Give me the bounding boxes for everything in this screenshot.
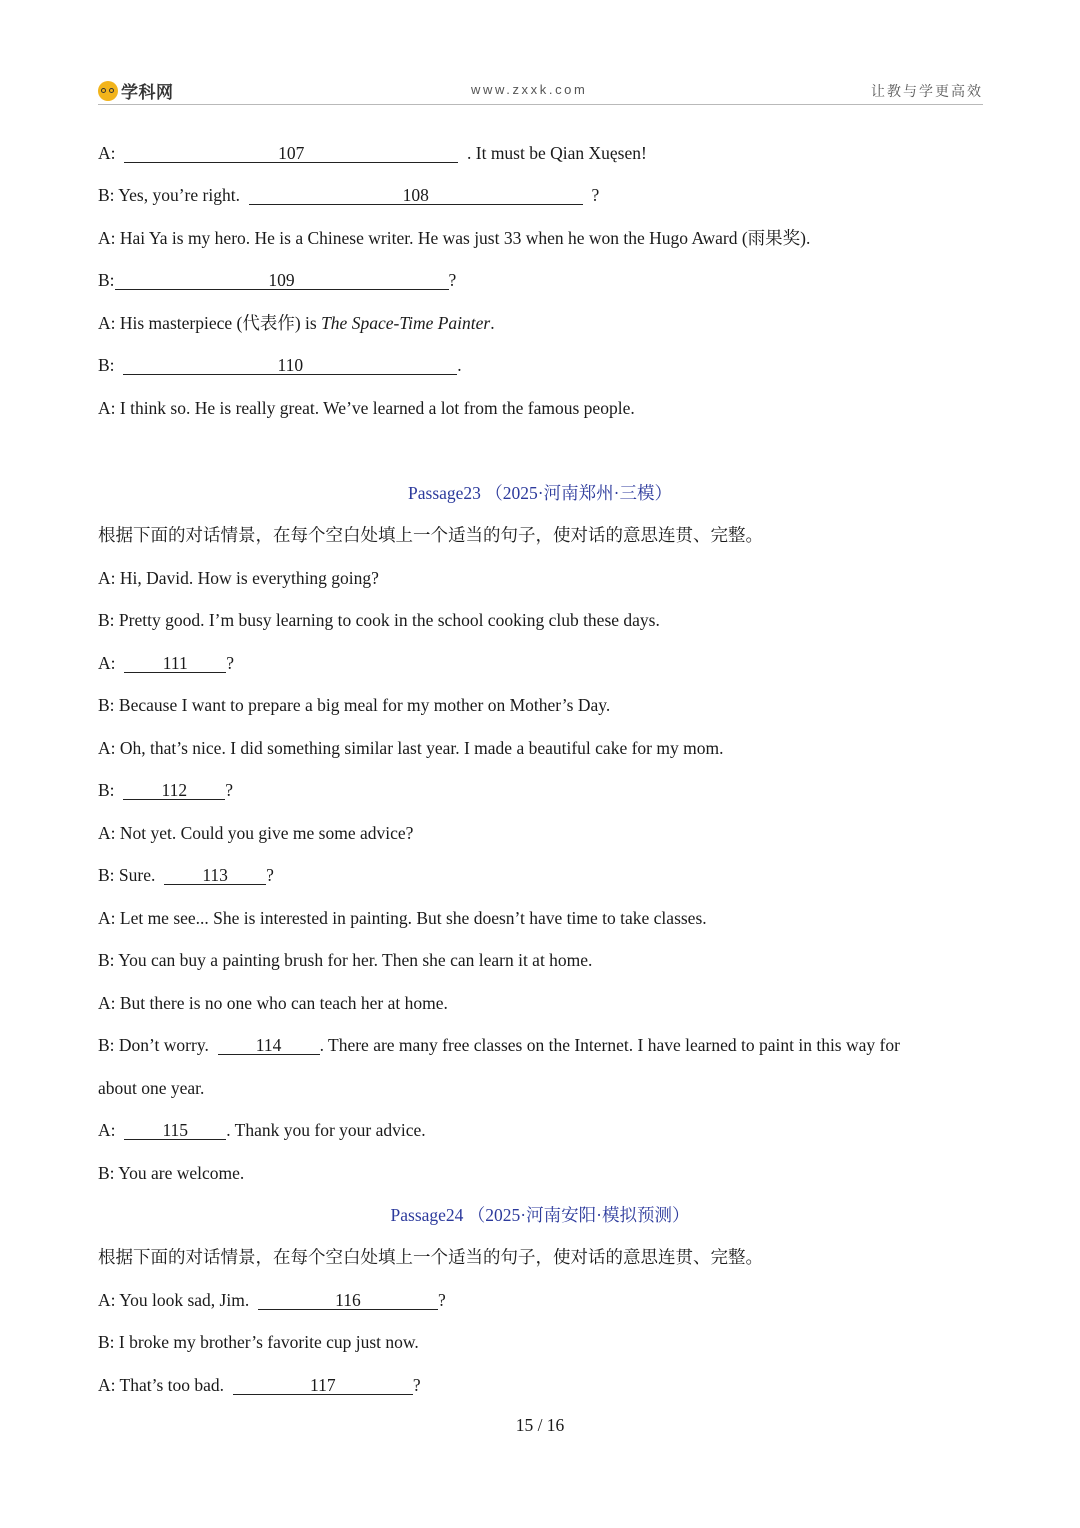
line-text: ? bbox=[591, 185, 600, 205]
dialogue-line: B: You are welcome. bbox=[98, 1163, 245, 1183]
answer-blank-111: 111 bbox=[124, 654, 226, 673]
dialogue-line: about one year. bbox=[98, 1078, 205, 1098]
line-text: . It must be Qian Xuęsen! bbox=[467, 143, 647, 163]
passage-title: Passage23 （2025·河南郑州·三模） bbox=[408, 483, 672, 503]
speaker-label: B: bbox=[98, 355, 115, 375]
answer-blank-113: 113 bbox=[164, 866, 266, 885]
line-text: ? bbox=[412, 1375, 421, 1395]
site-logo bbox=[98, 78, 174, 103]
speaker-label: A: bbox=[98, 653, 116, 673]
answer-blank-116: 116 bbox=[258, 1291, 438, 1310]
line-text: A: His masterpiece (代表作) is bbox=[98, 313, 322, 333]
answer-blank-112: 112 bbox=[123, 781, 225, 800]
dialogue-line: A: Hi, David. How is everything going? bbox=[98, 568, 379, 588]
dialogue-line: A: Not yet. Could you give me some advice? bbox=[98, 823, 414, 843]
dialogue-line bbox=[98, 269, 456, 291]
line-text: ? bbox=[225, 780, 234, 800]
dialogue-line bbox=[98, 142, 647, 164]
dialogue-line bbox=[98, 1289, 446, 1311]
line-text: . There are many free classes on the Internet. I have learned to paint in this way for bbox=[319, 1035, 900, 1055]
dialogue-line: A: But there is no one who can teach her at home. bbox=[98, 993, 448, 1013]
dialogue-line: B: You can buy a painting brush for her. Then she can learn it at home. bbox=[98, 950, 593, 970]
speaker-label: B: bbox=[98, 270, 115, 290]
dialogue-line bbox=[98, 312, 495, 334]
dialogue-line: B: Because I want to prepare a big meal for my mother on Mother’s Day. bbox=[98, 695, 611, 715]
line-text: B: Sure. bbox=[98, 865, 156, 885]
line-text: . Thank you for your advice. bbox=[226, 1120, 426, 1140]
line-text: A: You look sad, Jim. bbox=[98, 1290, 250, 1310]
dialogue-line bbox=[98, 354, 462, 376]
passage-title: Passage24 （2025·河南安阳·模拟预测） bbox=[390, 1205, 690, 1225]
page-number: 15 / 16 bbox=[515, 1415, 565, 1435]
answer-blank-107: 107 bbox=[124, 144, 458, 163]
line-text: A: That’s too bad. bbox=[98, 1375, 225, 1395]
site-url: www.zxxk.com bbox=[471, 82, 588, 97]
answer-blank-110: 110 bbox=[123, 356, 457, 375]
dialogue-line: A: Oh, that’s nice. I did something similar last year. I made a beautiful cake for my mom. bbox=[98, 738, 724, 758]
dialogue-line bbox=[98, 1374, 421, 1396]
dialogue-line: B: Pretty good. I’m busy learning to cook in the school cooking club these days. bbox=[98, 610, 660, 630]
dialogue-line bbox=[98, 1034, 900, 1056]
line-text: B: Yes, you’re right. bbox=[98, 185, 240, 205]
owl-logo-icon bbox=[98, 81, 118, 101]
book-title: The Space-Time Painter bbox=[321, 313, 491, 333]
instruction: 根据下面的对话情景，在每个空白处填上一个适当的句子，使对话的意思连贯、完整。 bbox=[98, 1247, 763, 1267]
line-text: ? bbox=[266, 865, 274, 885]
speaker-label: A: bbox=[98, 1120, 116, 1140]
speaker-label: B: bbox=[98, 780, 115, 800]
site-slogan: 让教与学更高效 bbox=[871, 84, 983, 100]
dialogue-line: A: Hai Ya is my hero. He is a Chinese writer. He was just 33 when he won the Hugo Award (雨果奖). bbox=[98, 228, 811, 248]
answer-blank-117: 117 bbox=[233, 1376, 413, 1395]
line-text: . bbox=[490, 313, 495, 333]
dialogue-line bbox=[98, 864, 274, 886]
line-text: ? bbox=[226, 653, 235, 673]
speaker-label: A: bbox=[98, 143, 116, 163]
answer-blank-115: 115 bbox=[124, 1121, 226, 1140]
line-text: B: Don’t worry. bbox=[98, 1035, 209, 1055]
answer-blank-108: 108 bbox=[249, 186, 583, 205]
answer-blank-109: 109 bbox=[115, 271, 449, 290]
answer-blank-114: 114 bbox=[218, 1036, 320, 1055]
dialogue-line: A: Let me see... She is interested in painting. But she doesn’t have time to take classes. bbox=[98, 908, 707, 928]
dialogue-line bbox=[98, 652, 234, 674]
dialogue-line bbox=[98, 184, 599, 206]
line-text: ? bbox=[437, 1290, 446, 1310]
page-header bbox=[98, 74, 983, 105]
logo-text: 学科网 bbox=[121, 83, 174, 103]
instruction: 根据下面的对话情景，在每个空白处填上一个适当的句子，使对话的意思连贯、完整。 bbox=[98, 525, 763, 545]
dialogue-line: B: I broke my brother’s favorite cup just now. bbox=[98, 1332, 419, 1352]
line-text: ? bbox=[448, 270, 457, 290]
dialogue-line: A: I think so. He is really great. We’ve learned a lot from the famous people. bbox=[98, 398, 635, 418]
dialogue-line bbox=[98, 1119, 426, 1141]
line-text: . bbox=[457, 355, 462, 375]
dialogue-line bbox=[98, 779, 233, 801]
